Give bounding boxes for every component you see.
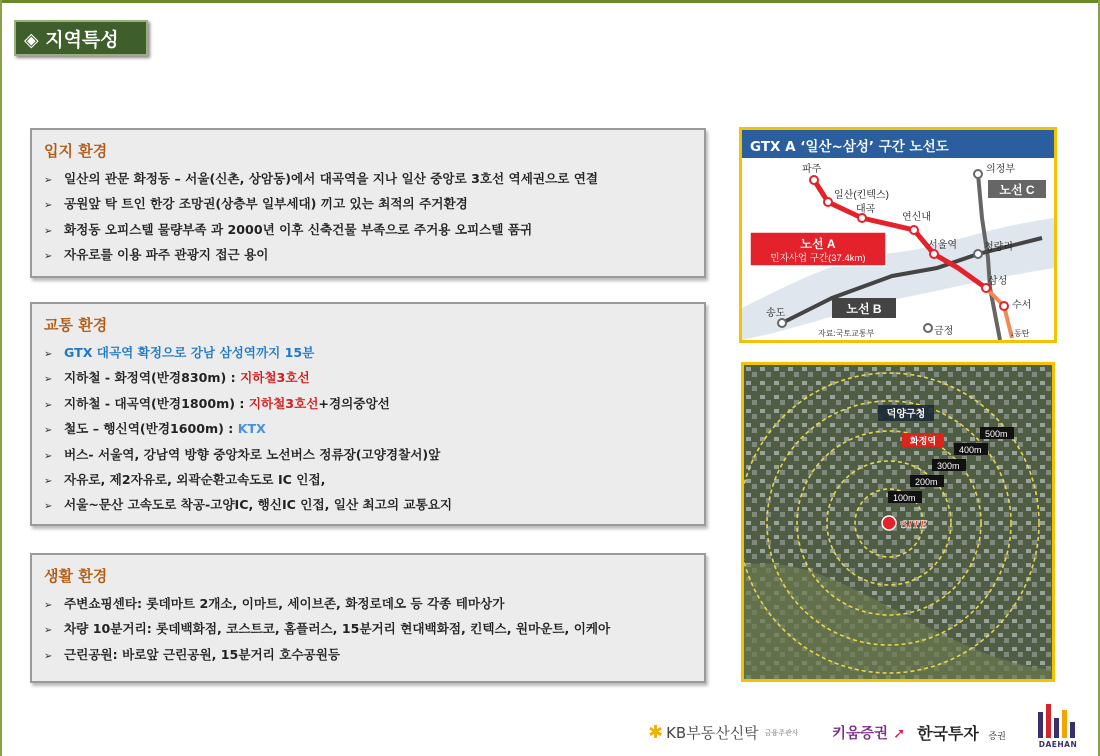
- page-title: [14, 20, 148, 56]
- bullet-text: 일산의 관문 화정동 – 서울(신촌, 상암동)에서 대곡역을 지나 일산 중앙로 3호선 역세권으로 연결: [64, 171, 599, 186]
- station-label: 서울역: [928, 240, 957, 251]
- kb-role: 금융주관사: [764, 728, 799, 737]
- bullet-text: GTX 대곡역 확정으로 강남 삼성역까지 15분: [64, 345, 315, 360]
- station-label: 송도: [766, 308, 786, 319]
- station-label: 수서: [1012, 300, 1032, 311]
- bullet-arrow-icon: ➢: [44, 600, 53, 611]
- station-dot: [824, 198, 832, 206]
- bullet-item: [44, 617, 692, 642]
- line-a-sub-label: 민자사업 구간(37.4km): [770, 253, 866, 264]
- kium-arrow-icon: ➚: [893, 726, 906, 742]
- section-list: [44, 592, 692, 668]
- bullet-arrow-icon: ➢: [44, 251, 53, 263]
- top-rule: [0, 0, 1100, 3]
- station-label: 대곡: [856, 204, 876, 215]
- site-label: SITE: [901, 517, 928, 531]
- bullet-text: 지하철 - 대곡역(반경1800m) :: [64, 395, 249, 411]
- station-dot: [974, 250, 982, 258]
- transport-section: [30, 302, 706, 526]
- bullet-arrow-icon: ➢: [44, 200, 53, 212]
- line-b-label: 노선 B: [846, 302, 882, 316]
- station-label: 금정: [934, 326, 954, 337]
- bullet-text: 근린공원: 바로앞 근린공원, 15분거리 호수공원등: [64, 646, 341, 662]
- bullet-arrow-icon: ➢: [44, 501, 53, 513]
- bullet-text: 지하철 - 화정역(반경830m) :: [64, 370, 241, 386]
- map-source: 자료:국토교통부: [818, 329, 875, 338]
- bullet-text: 자유로를 이용 파주 관광지 접근 용이: [64, 247, 269, 263]
- gtx-route-map: [739, 127, 1057, 343]
- bullet-item: [44, 192, 692, 217]
- station-dot: [1000, 302, 1008, 310]
- bullet-item: [44, 417, 692, 442]
- bullet-text: 철도 – 행신역(반경1600m) :: [64, 421, 238, 437]
- hankook-suffix: 증권: [988, 732, 1006, 742]
- station-label: 화정역: [909, 436, 937, 446]
- map-title: GTX A ‘일산~삼성’ 구간 노선도: [742, 130, 1054, 158]
- living-section: [30, 553, 706, 683]
- ring-label: 400m: [959, 445, 982, 455]
- bullet-text: 서울~문산 고속도로 착공-고양IC, 행신IC 인접, 일산 최고의 교통요지: [64, 497, 453, 513]
- ring-label: 300m: [937, 461, 960, 471]
- bullet-arrow-icon: ➢: [44, 349, 53, 360]
- station-dot: [858, 214, 866, 222]
- bullet-item: [44, 493, 692, 518]
- map-direction: ↓동탄: [1010, 329, 1030, 338]
- station-dot: [974, 170, 982, 178]
- bullet-arrow-icon: ➢: [44, 225, 53, 237]
- ring-label: 100m: [893, 493, 916, 503]
- landmark-label: 덕양구청: [886, 409, 926, 420]
- bullet-arrow-icon: ➢: [44, 399, 53, 411]
- bullet-item: [44, 366, 692, 391]
- hankook-logo: [917, 721, 1006, 744]
- bullet-arrow-icon: ➢: [44, 625, 53, 637]
- ring-label: 500m: [985, 429, 1008, 439]
- bullet-item: [44, 592, 692, 617]
- bullet-item: [44, 468, 692, 493]
- section-list: [44, 341, 692, 519]
- location-section: [30, 128, 706, 278]
- station-dot: [910, 226, 918, 234]
- left-edge: [0, 0, 2, 756]
- bullet-arrow-icon: ➢: [44, 374, 53, 386]
- bullet-arrow-icon: ➢: [44, 650, 53, 662]
- station-label: 청량리: [984, 242, 1013, 253]
- bullet-text: 공원앞 탁 트인 한강 조망권(상층부 일부세대) 끼고 있는 최적의 주거환경: [64, 196, 468, 212]
- bullet-arrow-icon: ➢: [44, 450, 53, 462]
- bullet-item: [44, 392, 692, 417]
- bullet-item: [44, 443, 692, 468]
- station-label: 의정부: [986, 164, 1015, 175]
- section-heading: 교통 환경: [44, 316, 108, 334]
- station-label: 파주: [802, 164, 822, 175]
- bullet-text: KTX: [237, 421, 266, 437]
- hankook-name: 한국투자: [917, 724, 979, 743]
- daehan-mark-icon: [1030, 700, 1086, 740]
- route-map-svg: [742, 158, 1054, 340]
- kium-logo: [832, 722, 905, 743]
- aerial-svg: [744, 365, 1052, 679]
- bullet-text: 화정동 오피스텔 물량부족 과 2000년 이후 신축건물 부족으로 주거용 오피스텔 품귀: [64, 221, 533, 237]
- daehan-name: DAEHAN: [1038, 740, 1078, 749]
- site-marker: [882, 516, 896, 530]
- bullet-item: [44, 243, 692, 268]
- bullet-item: [44, 167, 692, 192]
- station-label: 삼성: [988, 276, 1008, 287]
- kb-name: KB부동산신탁: [666, 724, 759, 742]
- page-title-text: ◈ 지역특성: [24, 28, 119, 51]
- kb-logo: [648, 722, 798, 743]
- kium-name: 키움증권: [832, 726, 889, 742]
- line-c-label: 노선 C: [999, 183, 1035, 197]
- station-label: 연신내: [902, 212, 931, 223]
- bullet-arrow-icon: ➢: [44, 425, 53, 437]
- bullet-text: 지하철3호선: [240, 370, 310, 386]
- site-aerial-photo: [741, 362, 1055, 682]
- station-dot: [778, 319, 786, 327]
- station-dot: [924, 324, 932, 332]
- bullet-arrow-icon: ➢: [44, 476, 53, 488]
- bullet-item: [44, 341, 692, 366]
- bullet-text: 주변쇼핑센타: 롯데마트 2개소, 이마트, 세이브존, 화정로데오 등 각종 테마상가: [64, 596, 505, 611]
- bullet-item: [44, 218, 692, 243]
- bullet-text: 차량 10분거리: 롯데백화점, 코스트코, 홈플러스, 15분거리 현대백화점, 킨텍스, 원마운트, 이케아: [64, 621, 611, 637]
- bullet-text: 버스- 서울역, 강남역 방향 중앙차로 노선버스 정류장(고양경찰서)앞: [64, 446, 441, 462]
- kb-star-icon: ✱: [648, 722, 664, 743]
- station-dot: [810, 176, 818, 184]
- station-dot: [930, 250, 938, 258]
- section-heading: 입지 환경: [44, 142, 108, 160]
- bullet-item: [44, 643, 692, 668]
- section-list: [44, 167, 692, 269]
- bullet-text: 지하철3호선: [248, 395, 319, 411]
- bullet-text: +경의중앙선: [318, 395, 390, 411]
- daehan-logo: [1030, 700, 1086, 752]
- ring-label: 200m: [915, 477, 938, 487]
- line-a-label: 노선 A: [800, 237, 836, 251]
- station-label: 일산(킨텍스): [834, 190, 889, 201]
- section-heading: 생활 환경: [44, 567, 108, 585]
- bullet-text: 자유로, 제2자유로, 외곽순환고속도로 IC 인접,: [64, 472, 326, 488]
- bullet-arrow-icon: ➢: [44, 175, 53, 186]
